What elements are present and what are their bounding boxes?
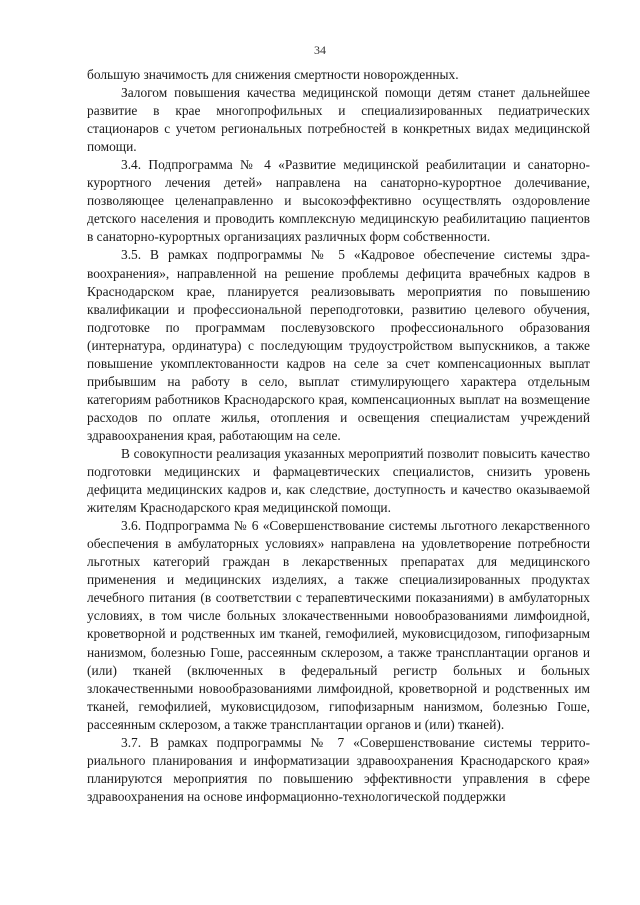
paragraph-pediatric-care: Залогом повышения качества медицинской помощи детям станет дальнейшее развитие в крае многопрофильных и специализированных педиатрических стационаров с учетом региональных потребностей в конкретных видах медицинской помощи. [87,85,590,155]
paragraph-subprogram-6: 3.6. Подпрограмма № 6 «Совершенствование системы льготного лекарственного обеспечения в амбулаторных условиях» направлена на удовлетворение потребности льготных категорий граждан в лекарственных препаратах для медицинского применения и медицинских изделиях, а также специализированных продуктах лечебного питания (в соответствии с терапевтическими показаниями) в амбулаторных условиях, в том числе больных злокачественными новообразованиями лимфоидной, кроветворной и родственных им тканей, гемофилией, муковисцидозом, гипофизарным нанизмом, болезнью Гоше, рассеянным склерозом, а также трансплантации органов и (или) тканей (включенных в федеральный регистр больных и больных злокачественными новообразованиями лимфоидной, кроветворной и родственных им тканей, гемофилией, муковисцидозом, гипофизарным нанизмом, болезнью Гоше, рассеянным склерозом, а также трансплантации органов и (или) тканей). [87,518,590,732]
paragraph-subprogram-5: 3.5. В рамках подпрограммы № 5 «Кадровое обеспечение системы здравоохранения», направленной на решение проблемы дефицита врачебных кадров в Краснодарском крае, планируется реализовывать мероприятия по повышению квалификации и профессиональной переподготовки, развитию целевого обучения, подготовке по программам послевузовского профессионального образования (интернатура, ординатура) с последующим трудоустройством выпускников, а также повышение укомплектованности кадров на селе за счет компенсационных выплат прибывшим на работу в село, выплат стимулирующего характера отдельным категориям работников Краснодарского края, компенсационных выплат на возмещение расходов по оплате жилья, отопления и освещения специалистам учреждений здравоохранения края, работающим на селе. [87,247,590,443]
paragraph-subprogram-4: 3.4. Подпрограмма № 4 «Развитие медицинской реабилитации и санаторно-курортного лечения детей» направлена на санаторно-курортное долечивание, позволяющее целенаправленно и высокоэффективно осуществлять оздоровление детского населения и проводить комплексную медицинскую реабилитацию пациентов в санаторно-курортных организациях различных форм собственности. [87,157,590,245]
page-number: 34 [314,43,326,57]
paragraph-summary: В совокупности реализация указанных мероприятий позволит повысить качество подготовки медицинских и фармацевтических специалистов, снизить уровень дефицита медицинских кадров и, как следствие, доступность и качество оказываемой жителям Краснодарского края медицинской помощи. [87,445,590,516]
paragraph-subprogram-7: 3.7. В рамках подпрограммы № 7 «Совершенствование системы территориального планирования и информатизации здравоохранения Краснодарского края» планируются мероприятия по повышению эффективности управления в сфере здравоохранения на основе информационно-технологической поддержки [87,734,590,804]
body-text [87,66,590,806]
paragraph-continuation: большую значимость для снижения смертности новорожденных. [87,67,459,82]
